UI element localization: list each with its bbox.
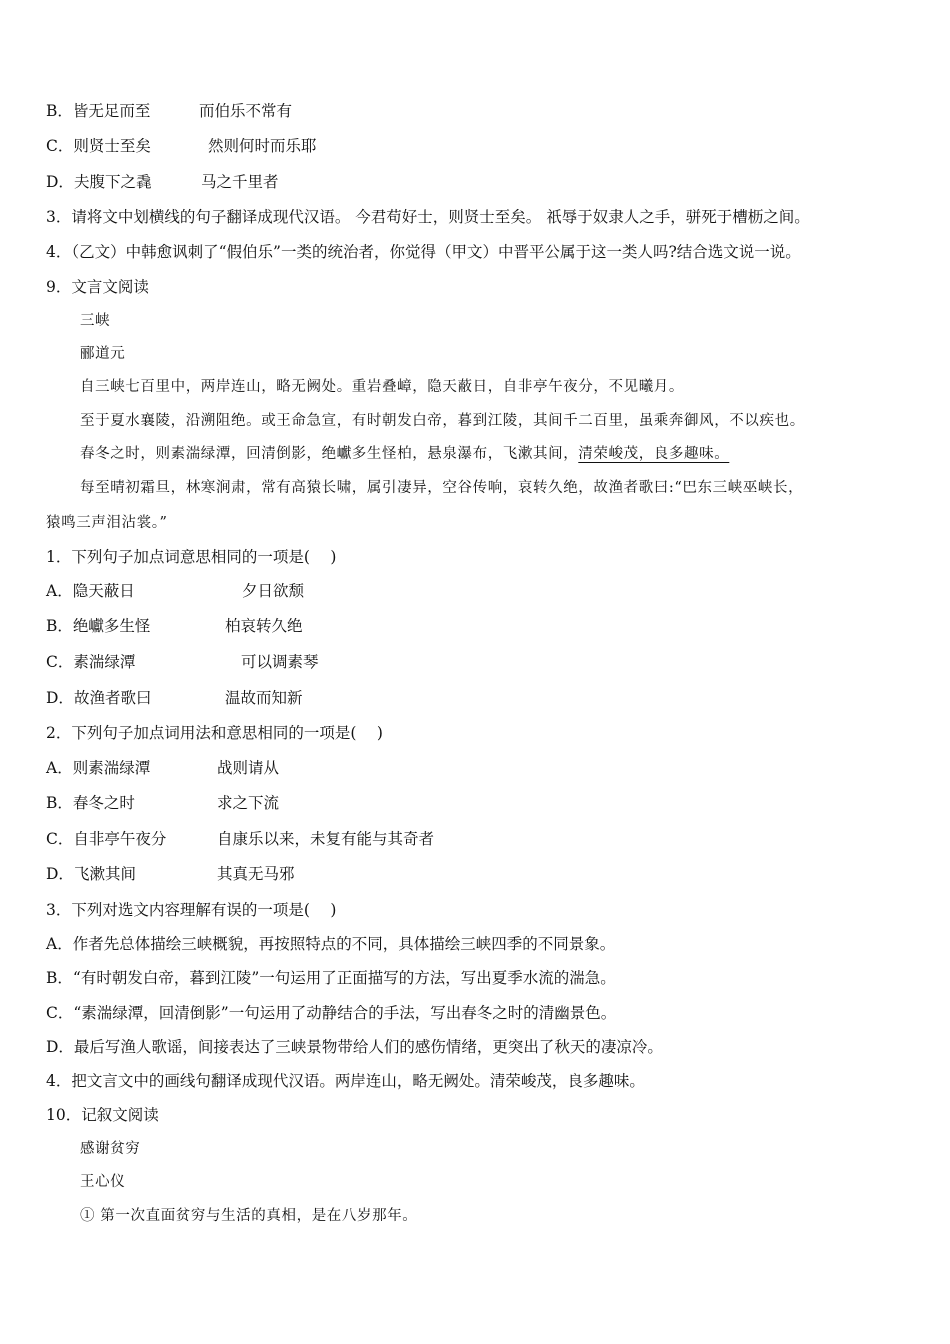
option-d: D．最后写渔人歌谣，间接表达了三峡景物带给人们的感伤情绪，更突出了秋天的凄凉冷。 (46, 1038, 663, 1056)
option-c: C．则贤士至矣 然则何时而乐耶 (46, 137, 317, 155)
option-b: B．绝巘多生怪 柏哀转久绝 (46, 617, 303, 635)
option-b: B．“有时朝发白帝，暮到江陵”一句运用了正面描写的方法，写出夏季水流的湍急。 (46, 969, 616, 987)
underlined-sentence: 清荣峻茂，良多趣味。 (578, 446, 730, 462)
passage-paragraph-cont: 猿鸣三声泪沾裳。” (46, 515, 168, 531)
option-a: A．作者先总体描绘三峡概貌，再按照特点的不同，具体描绘三峡四季的不同景象。 (46, 935, 616, 953)
question-2: 2．下列句子加点词用法和意思相同的一项是( ) (46, 724, 383, 742)
passage-paragraph: 自三峡七百里中，两岸连山，略无阙处。重岩叠嶂，隐天蔽日，自非亭午夜分，不见曦月。 (80, 379, 684, 395)
passage-author: 郦道元 (80, 346, 126, 362)
passage-paragraph: 每至晴初霜旦，林寒涧肃，常有高猿长啸，属引凄异，空谷传响，哀转久绝，故渔者歌曰:“巴东三峡巫峡长， (80, 480, 804, 496)
passage-paragraph: 至于夏水襄陵，沿溯阻绝。或王命急宣，有时朝发白帝，暮到江陵，其间千二百里，虽乘奔御风，不以疾也。 (80, 413, 805, 429)
option-d: D．夫腹下之毳 马之千里者 (46, 173, 279, 191)
section-heading: 9．文言文阅读 (46, 278, 149, 296)
option-a: A．隐天蔽日 夕日欲颓 (46, 582, 305, 600)
passage-title: 三峡 (80, 313, 111, 329)
section-heading: 10．记叙文阅读 (46, 1106, 159, 1124)
option-c: C．素湍绿潭 可以调素琴 (46, 653, 319, 671)
passage-paragraph: ① 第一次直面贫穷与生活的真相，是在八岁那年。 (80, 1208, 418, 1224)
passage-author: 王心仪 (80, 1174, 126, 1190)
question-4: 4．把文言文中的画线句翻译成现代汉语。两岸连山，略无阙处。清荣峻茂，良多趣味。 (46, 1072, 645, 1090)
option-d: D．飞漱其间 其真无马邪 (46, 865, 295, 883)
question-3: 3．请将文中划横线的句子翻译成现代汉语。 今君苟好士，则贤士至矣。 祇辱于奴隶人之手，骈死于槽枥之间。 (46, 208, 810, 226)
option-b: B．皆无足而至 而伯乐不常有 (46, 102, 293, 120)
option-d: D．故渔者歌曰 温故而知新 (46, 689, 303, 707)
option-c: C．自非亭午夜分 自康乐以来，未复有能与其奇者 (46, 830, 435, 848)
option-b: B．春冬之时 求之下流 (46, 794, 280, 812)
question-4: 4．（乙文）中韩愈讽刺了“假伯乐”一类的统治者，你觉得（甲文）中晋平公属于这一类人吗?结合选文说一说。 (46, 243, 801, 261)
passage-title: 感谢贫穷 (80, 1141, 141, 1157)
option-c: C．“素湍绿潭，回清倒影”一句运用了动静结合的手法，写出春冬之时的清幽景色。 (46, 1004, 617, 1022)
option-a: A．则素湍绿潭 战则请从 (46, 759, 280, 777)
question-1: 1．下列句子加点词意思相同的一项是( ) (46, 548, 337, 566)
passage-paragraph: 春冬之时，则素湍绿潭，回清倒影，绝巘多生怪柏，悬泉瀑布，飞漱其间，清荣峻茂，良多趣味。 (80, 446, 730, 462)
question-3: 3．下列对选文内容理解有误的一项是( ) (46, 901, 337, 919)
